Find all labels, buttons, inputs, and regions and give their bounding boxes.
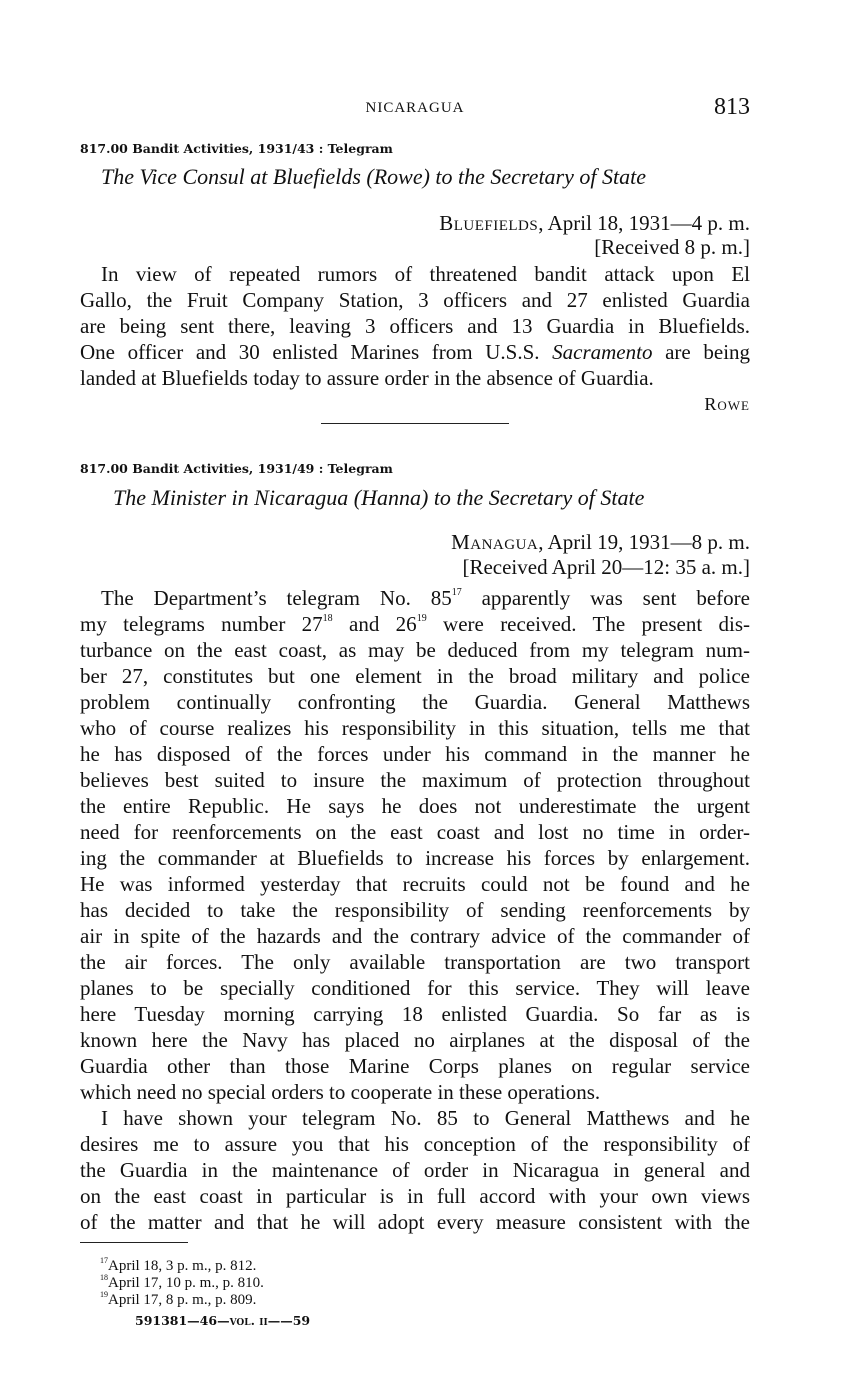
doc2-p2-line: of the matter and that he will adopt every measure consistent with the	[80, 1210, 750, 1234]
doc1-file-reference: 817.00 Bandit Activities, 1931/43 : Telegram	[80, 141, 393, 156]
running-head	[80, 94, 750, 124]
footnote-text: April 17, 10 p. m., p. 810.	[108, 1275, 264, 1291]
doc1-received: [Received 8 p. m.]	[594, 235, 750, 259]
footnote-rule	[80, 1242, 188, 1243]
doc2-dateline	[451, 530, 750, 555]
doc2-p1-line: has decided to take the responsibility of sending reenforcements by	[80, 898, 750, 922]
running-title: NICARAGUA	[365, 100, 465, 116]
doc2-p1-line: the air forces. The only available transportation are two transport	[80, 950, 750, 974]
footnote-text: April 18, 3 p. m., p. 812.	[108, 1258, 257, 1274]
section-divider	[321, 423, 509, 424]
doc2-file-reference: 817.00 Bandit Activities, 1931/49 : Telegram	[80, 461, 393, 476]
doc2-p1-line: Guardia other than those Marine Corps planes on regular service	[80, 1054, 750, 1078]
footnote-mark: 17	[100, 1256, 108, 1265]
doc2-p1-line: problem continually confronting the Guardia. General Matthews	[80, 690, 750, 714]
doc1-line: In view of repeated rumors of threatened bandit attack upon El	[101, 262, 750, 286]
doc1-dateline-date: , April 18, 1931—4 p. m.	[538, 211, 750, 235]
footnote	[100, 1292, 264, 1309]
doc2-p2-line: I have shown your telegram No. 85 to General Matthews and he	[101, 1106, 750, 1130]
doc2-p1-text: and 26	[349, 612, 417, 636]
doc1-line: Gallo, the Fruit Company Station, 3 officers and 27 enlisted Guardia	[80, 288, 750, 312]
doc2-body	[80, 585, 750, 1235]
doc2-p1-text: my telegrams number 27	[80, 612, 323, 636]
doc2-received: [Received April 20—12: 35 a. m.]	[462, 555, 750, 579]
footnote-text: April 17, 8 p. m., p. 809.	[108, 1292, 257, 1308]
doc2-p1-line: He was informed yesterday that recruits could not be found and he	[80, 872, 750, 896]
printer-code-volume: vol. ii	[229, 1313, 268, 1328]
page-number: 813	[714, 94, 750, 120]
printer-code-prefix: 591381—46—	[135, 1313, 230, 1328]
doc1-line: are being sent there, leaving 3 officers and 13 Guardia in Bluefields.	[80, 314, 750, 338]
doc2-p1-line: planes to be specially conditioned for this service. They will leave	[80, 976, 750, 1000]
printer-code-suffix: ——59	[267, 1313, 311, 1328]
doc1-dateline-place: Bluefields	[439, 211, 539, 235]
doc2-p1-text: were received. The present dis-	[443, 612, 751, 636]
doc2-p1-text: apparently was sent before	[481, 586, 750, 610]
footnote-ref-19: 19	[416, 613, 427, 624]
doc1-title: The Vice Consul at Bluefields (Rowe) to the Secretary of State	[101, 164, 646, 189]
doc2-p2-line: desires me to assure you that his conception of the responsibility of	[80, 1132, 750, 1156]
footnote	[100, 1258, 264, 1275]
doc2-p1-line: which need no special orders to cooperate in these operations.	[80, 1080, 601, 1104]
doc1-line-ship-part1: One officer and 30 enlisted Marines from U.S.S.	[80, 340, 540, 364]
doc1-line-ship	[80, 339, 750, 365]
doc2-p1-line	[80, 611, 750, 637]
doc1-body	[80, 261, 750, 391]
doc2-title: The Minister in Nicaragua (Hanna) to the Secretary of State	[113, 485, 645, 510]
footnote	[100, 1275, 264, 1292]
doc2-p2-line: on the east coast in particular is in full accord with your own views	[80, 1184, 750, 1208]
doc2-dateline-date: , April 19, 1931—8 p. m.	[538, 530, 750, 554]
footnote-mark: 19	[100, 1290, 108, 1299]
doc2-p1-text: The Department’s telegram No. 85	[101, 586, 452, 610]
ship-name: Sacramento	[552, 340, 653, 364]
doc2-p1-line: the entire Republic. He says he does not underestimate the urgent	[80, 794, 750, 818]
doc2-p1-line: need for reenforcements on the east coast and lost no time in order-	[80, 820, 750, 844]
doc1-dateline	[439, 211, 750, 236]
doc2-p1-line: known here the Navy has placed no airplanes at the disposal of the	[80, 1028, 750, 1052]
footnote-mark: 18	[100, 1273, 108, 1282]
doc2-p1-line: he has disposed of the forces under his command in the manner he	[80, 742, 750, 766]
doc2-dateline-place: Managua	[451, 530, 539, 554]
footnotes	[100, 1258, 264, 1309]
footnote-ref-17: 17	[451, 587, 462, 598]
doc2-p1-line: who of course realizes his responsibility in this situation, tells me that	[80, 716, 750, 740]
doc2-p1-line: ber 27, constitutes but one element in the broad military and police	[80, 664, 750, 688]
doc1-line: landed at Bluefields today to assure order in the absence of Guardia.	[80, 366, 654, 390]
doc2-p2-line: the Guardia in the maintenance of order in Nicaragua in general and	[80, 1158, 750, 1182]
printer-code	[135, 1313, 310, 1328]
doc2-p1-line: here Tuesday morning carrying 18 enlisted Guardia. So far as is	[80, 1002, 750, 1026]
footnote-ref-18: 18	[322, 613, 333, 624]
doc2-p1-line: ing the commander at Bluefields to increase his forces by enlargement.	[80, 846, 750, 870]
doc2-p1-line: air in spite of the hazards and the contrary advice of the commander of	[80, 924, 750, 948]
doc2-p1-line: believes best suited to insure the maximum of protection throughout	[80, 768, 750, 792]
doc2-p1-line	[80, 585, 750, 611]
doc1-line-ship-part2: are being	[665, 340, 751, 364]
doc1-signature: Rowe	[704, 394, 750, 414]
doc2-p1-line: turbance on the east coast, as may be deduced from my telegram num-	[80, 638, 750, 662]
